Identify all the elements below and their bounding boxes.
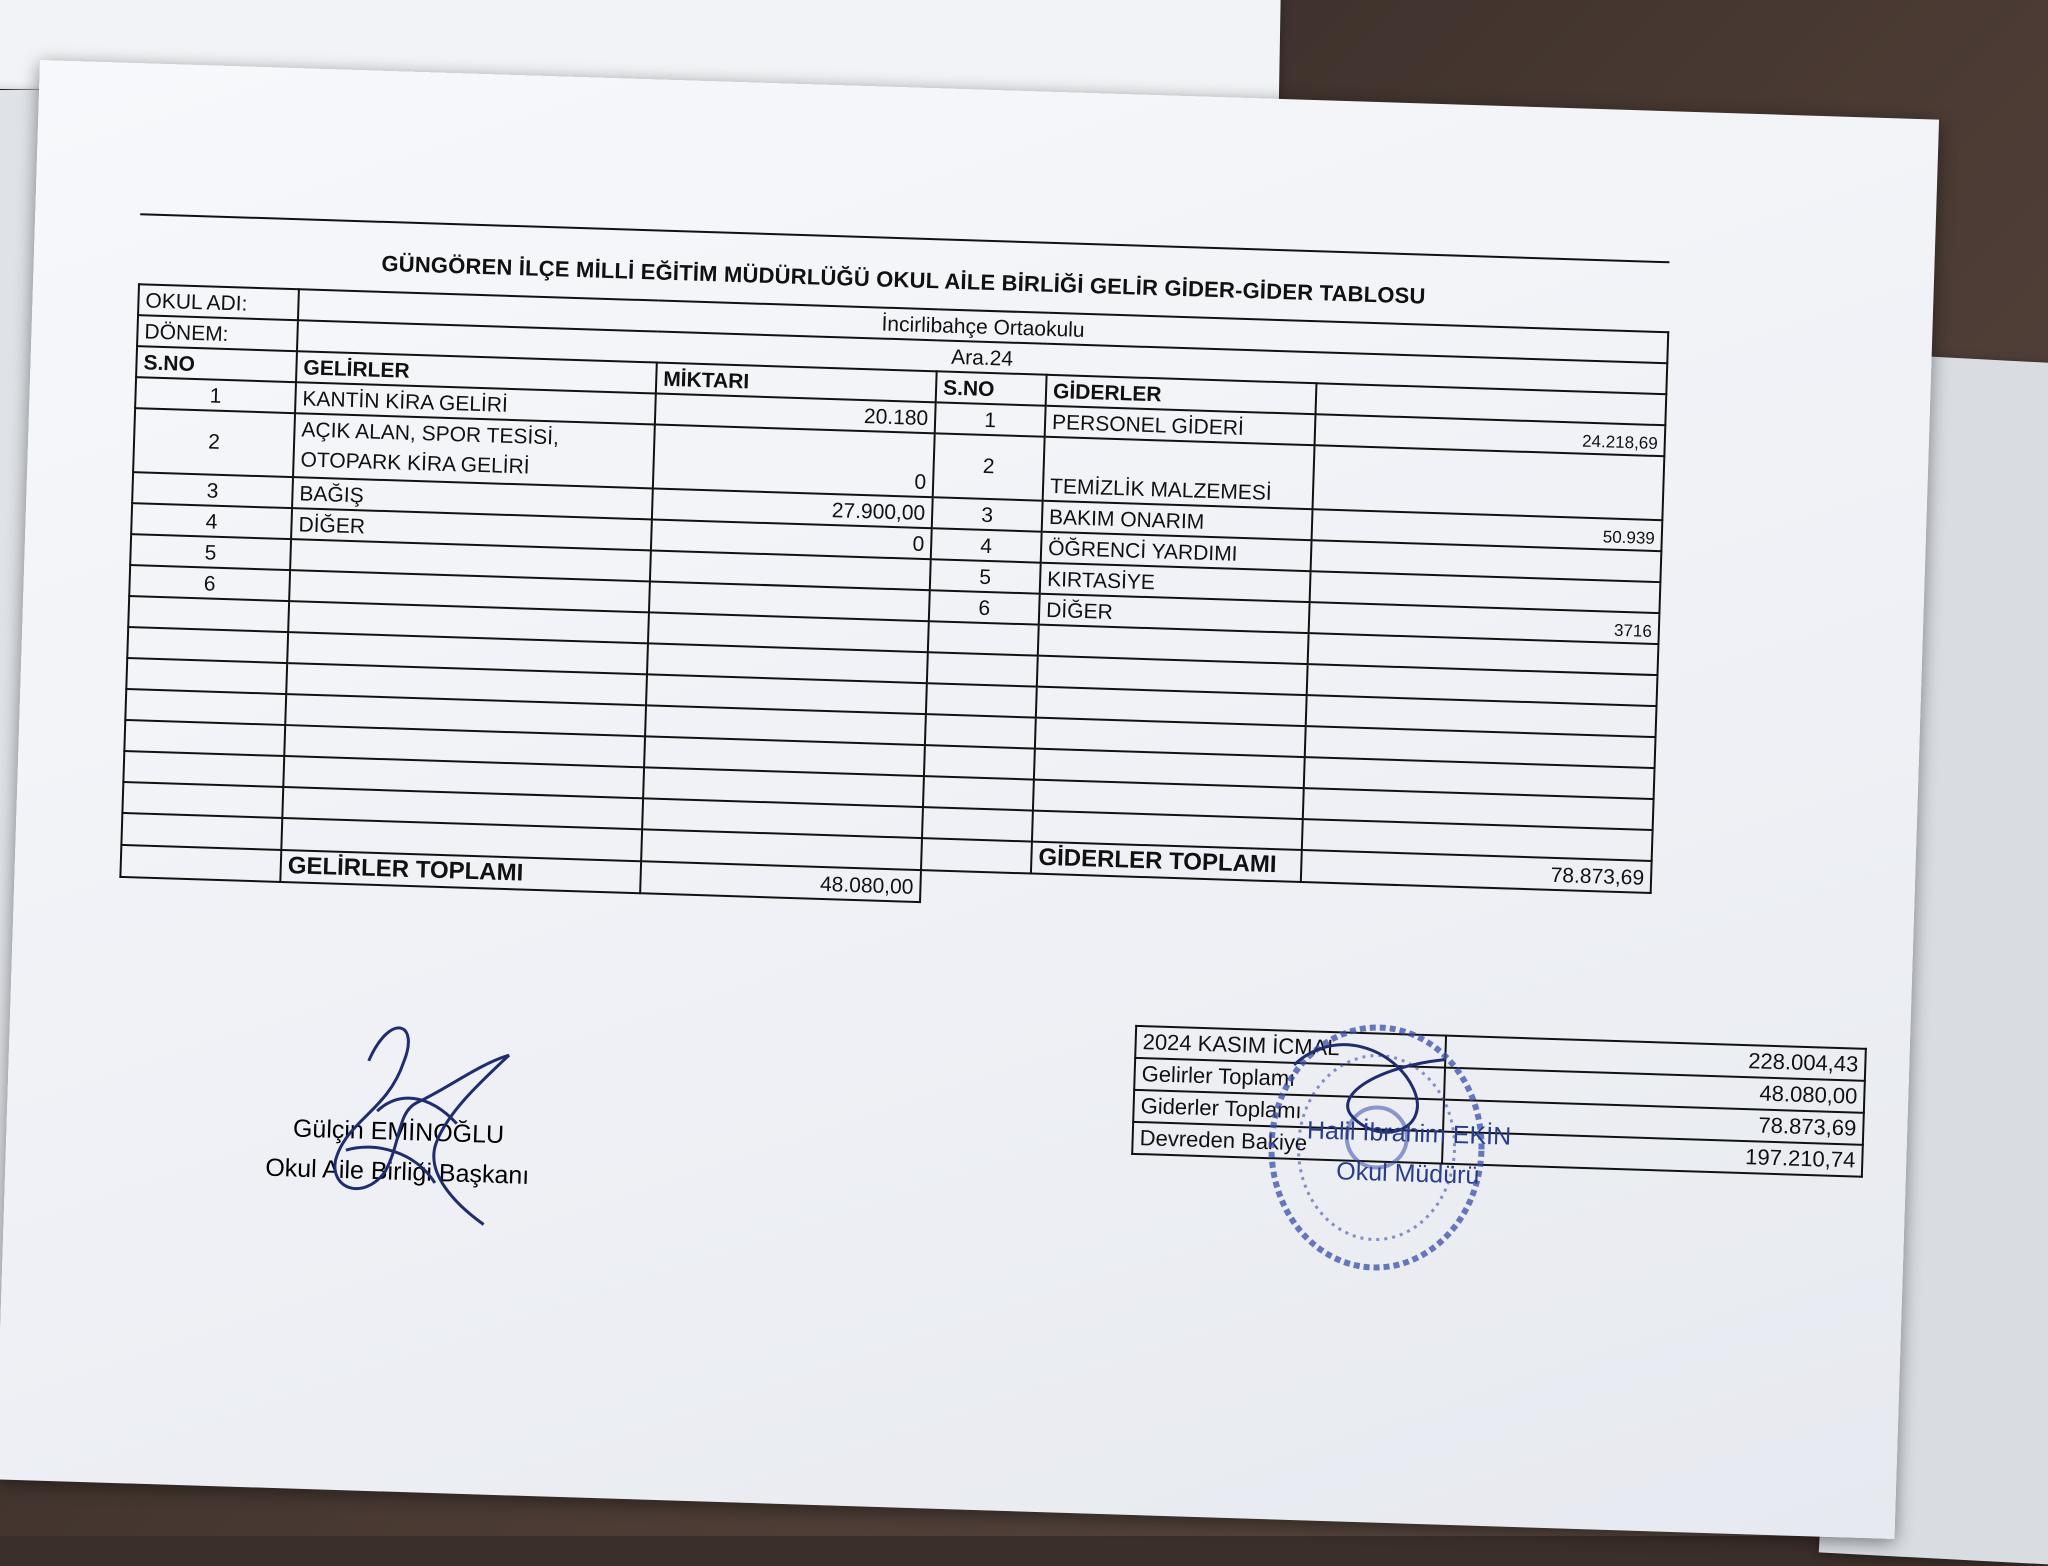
document-title: GÜNGÖREN İLÇE MİLLİ EĞİTİM MÜDÜRLÜĞÜ OKUL AİLE BİRLİĞİ GELİR GİDER-GİDER TABLOSU [381, 250, 1427, 309]
icmal-label: Giderler Toplamı [1133, 1090, 1444, 1132]
icmal-value: 48.080,00 [1444, 1068, 1865, 1113]
income-amount: 0 [653, 424, 935, 497]
left-handwritten-signature [303, 999, 540, 1236]
expense-name: DİĞER [1039, 594, 1310, 633]
income-total-value: 48.080,00 [640, 861, 921, 902]
income-sno: 4 [131, 503, 292, 539]
right-signature-block [1305, 1110, 1512, 1196]
period-value: Ara.24 [297, 320, 1667, 394]
left-signer-name: Gülçin EMİNOĞLU [292, 1114, 505, 1150]
icmal-value: 78.873,69 [1443, 1100, 1864, 1145]
expense-sno: 6 [929, 590, 1040, 624]
header-sno: S.NO [136, 346, 297, 382]
period-label: DÖNEM: [137, 315, 298, 351]
expense-amount: 24.218,69 [1315, 414, 1666, 456]
income-amount: 27.900,00 [652, 488, 933, 528]
income-sno: 3 [132, 472, 293, 508]
left-signer-role: Okul Aile Birliği Başkanı [264, 1153, 530, 1190]
income-name: KANTİN KİRA GELİRİ [295, 382, 656, 424]
income-sno: 2 [133, 408, 295, 477]
income-sno: 6 [129, 565, 290, 601]
right-signer-role: Okul Müdürü [1335, 1157, 1480, 1190]
expense-total-value: 78.873,69 [1301, 850, 1652, 893]
icmal-value: 228.004,43 [1445, 1036, 1866, 1081]
income-total-label: GELİRLER TOPLAMI [280, 850, 641, 893]
expense-amount: 3716 [1309, 602, 1660, 644]
header-giderler: GİDERLER [1046, 375, 1317, 414]
expense-sno: 2 [933, 433, 1045, 500]
header-gelirler: GELİRLER [296, 351, 657, 393]
icmal-label: 2024 KASIM İCMAL [1135, 1026, 1446, 1068]
income-expense-table [119, 283, 1669, 926]
expense-name: TEMİZLİK MALZEMESİ [1043, 437, 1315, 509]
income-amount: 20.180 [655, 394, 936, 434]
expense-name: PERSONEL GİDERİ [1045, 406, 1316, 445]
expense-name: BAKIM ONARIM [1042, 501, 1313, 540]
expense-total-label: GİDERLER TOPLAMI [1031, 842, 1302, 882]
expense-sno: 4 [931, 528, 1042, 562]
header-sno-expense: S.NO [936, 371, 1047, 405]
expense-name: KIRTASİYE [1040, 563, 1311, 602]
icmal-label: Gelirler Toplamı [1134, 1058, 1445, 1100]
income-name: BAĞIŞ [292, 477, 653, 519]
expense-amount [1313, 445, 1665, 520]
document-sheet [0, 60, 1939, 1539]
icmal-value: 197.210,74 [1442, 1132, 1863, 1177]
expense-sno: 3 [932, 497, 1043, 531]
expense-sno: 5 [930, 559, 1041, 593]
icmal-label: Devreden Bakiye [1132, 1122, 1443, 1164]
header-miktari: MİKTARI [656, 363, 937, 403]
expense-amount: 50.939 [1312, 509, 1663, 551]
income-name-cell [293, 413, 655, 488]
income-sno: 1 [135, 377, 296, 413]
right-signer-name: Halil İbrahim EKİN [1306, 1116, 1512, 1151]
income-sno: 5 [130, 534, 291, 570]
expense-sno: 1 [935, 402, 1046, 436]
school-value: İncirlibahçe Ortaokulu [298, 289, 1668, 363]
income-name-line2: OTOPARK KİRA GELİRİ [300, 448, 530, 479]
income-name: AÇIK ALAN, SPOR TESİSİ, [301, 418, 560, 450]
school-label: OKUL ADI: [138, 284, 299, 320]
income-name: DİĞER [291, 508, 652, 550]
income-amount: 0 [651, 519, 932, 559]
expense-name: ÖĞRENCİ YARDIMI [1041, 532, 1312, 571]
